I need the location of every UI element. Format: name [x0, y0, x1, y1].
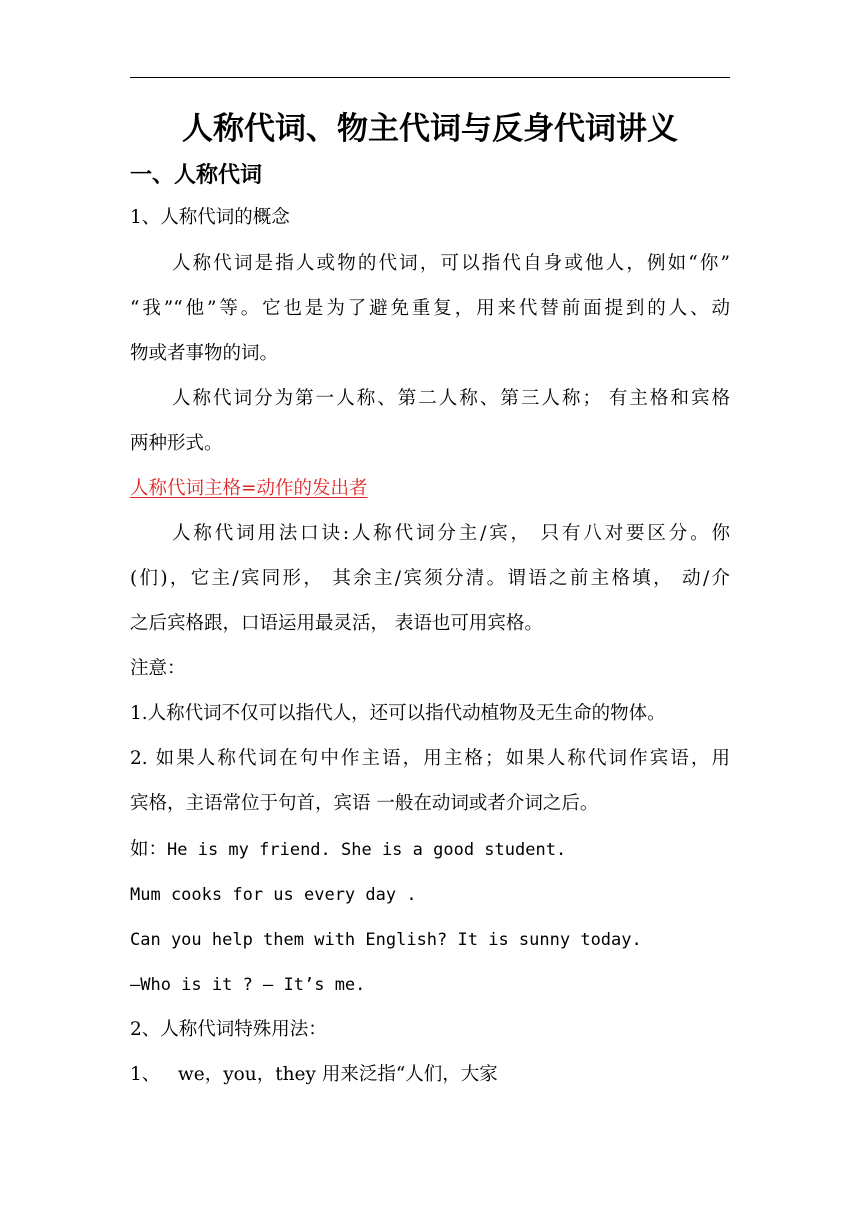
paragraph-line: 物或者事物的词。 [130, 343, 279, 364]
example-line: Can you help them with English? It is sunny today. [130, 930, 642, 950]
paragraph-line: 人称代词分为第一人称、第二人称、第三人称； 有主格和宾格 [172, 388, 730, 409]
header-rule [130, 77, 730, 78]
paragraph-line: 人称代词用法口诀:人称代词分主/宾， 只有八对要区分。你 [172, 523, 730, 544]
document-title: 人称代词、物主代词与反身代词讲义 [182, 111, 678, 147]
section-heading: 一、人称代词 [130, 163, 263, 188]
note-item: 2. 如果人称代词在句中作主语，用主格；如果人称代词作宾语，用 [130, 748, 730, 769]
note-label: 注意： [130, 658, 186, 679]
paragraph-line: “我”“他”等。它也是为了避免重复，用来代替前面提到的人、动 [130, 298, 730, 319]
paragraph-line: 之后宾格跟，口语运用最灵活， 表语也可用宾格。 [130, 613, 543, 634]
highlighted-note: 人称代词主格=动作的发出者 [130, 478, 368, 499]
paragraph-line: (们)，它主/宾同形， 其余主/宾须分清。谓语之前主格填， 动/介 [130, 568, 730, 589]
paragraph-line: 人称代词是指人或物的代词，可以指代自身或他人，例如“你” [172, 253, 730, 274]
example-text: He is my friend. She is a good student. [167, 840, 567, 860]
example-line: Mum cooks for us every day . [130, 885, 417, 905]
note-item: 宾格，主语常位于句首，宾语 一般在动词或者介词之后。 [130, 793, 599, 814]
paragraph-line: 两种形式。 [130, 433, 223, 454]
note-item: 1.人称代词不仅可以指代人，还可以指代动植物及无生命的物体。 [130, 703, 666, 724]
subheading-special-usage: 2、人称代词特殊用法： [130, 1019, 327, 1040]
special-usage-item: 1、 we，you，they 用来泛指“人们，大家 [130, 1064, 498, 1085]
subheading-concept: 1、人称代词的概念 [130, 207, 290, 228]
example-prefix: 如： [130, 839, 168, 860]
example-line [130, 838, 566, 862]
example-line: —Who is it ? — It’s me. [130, 975, 366, 995]
